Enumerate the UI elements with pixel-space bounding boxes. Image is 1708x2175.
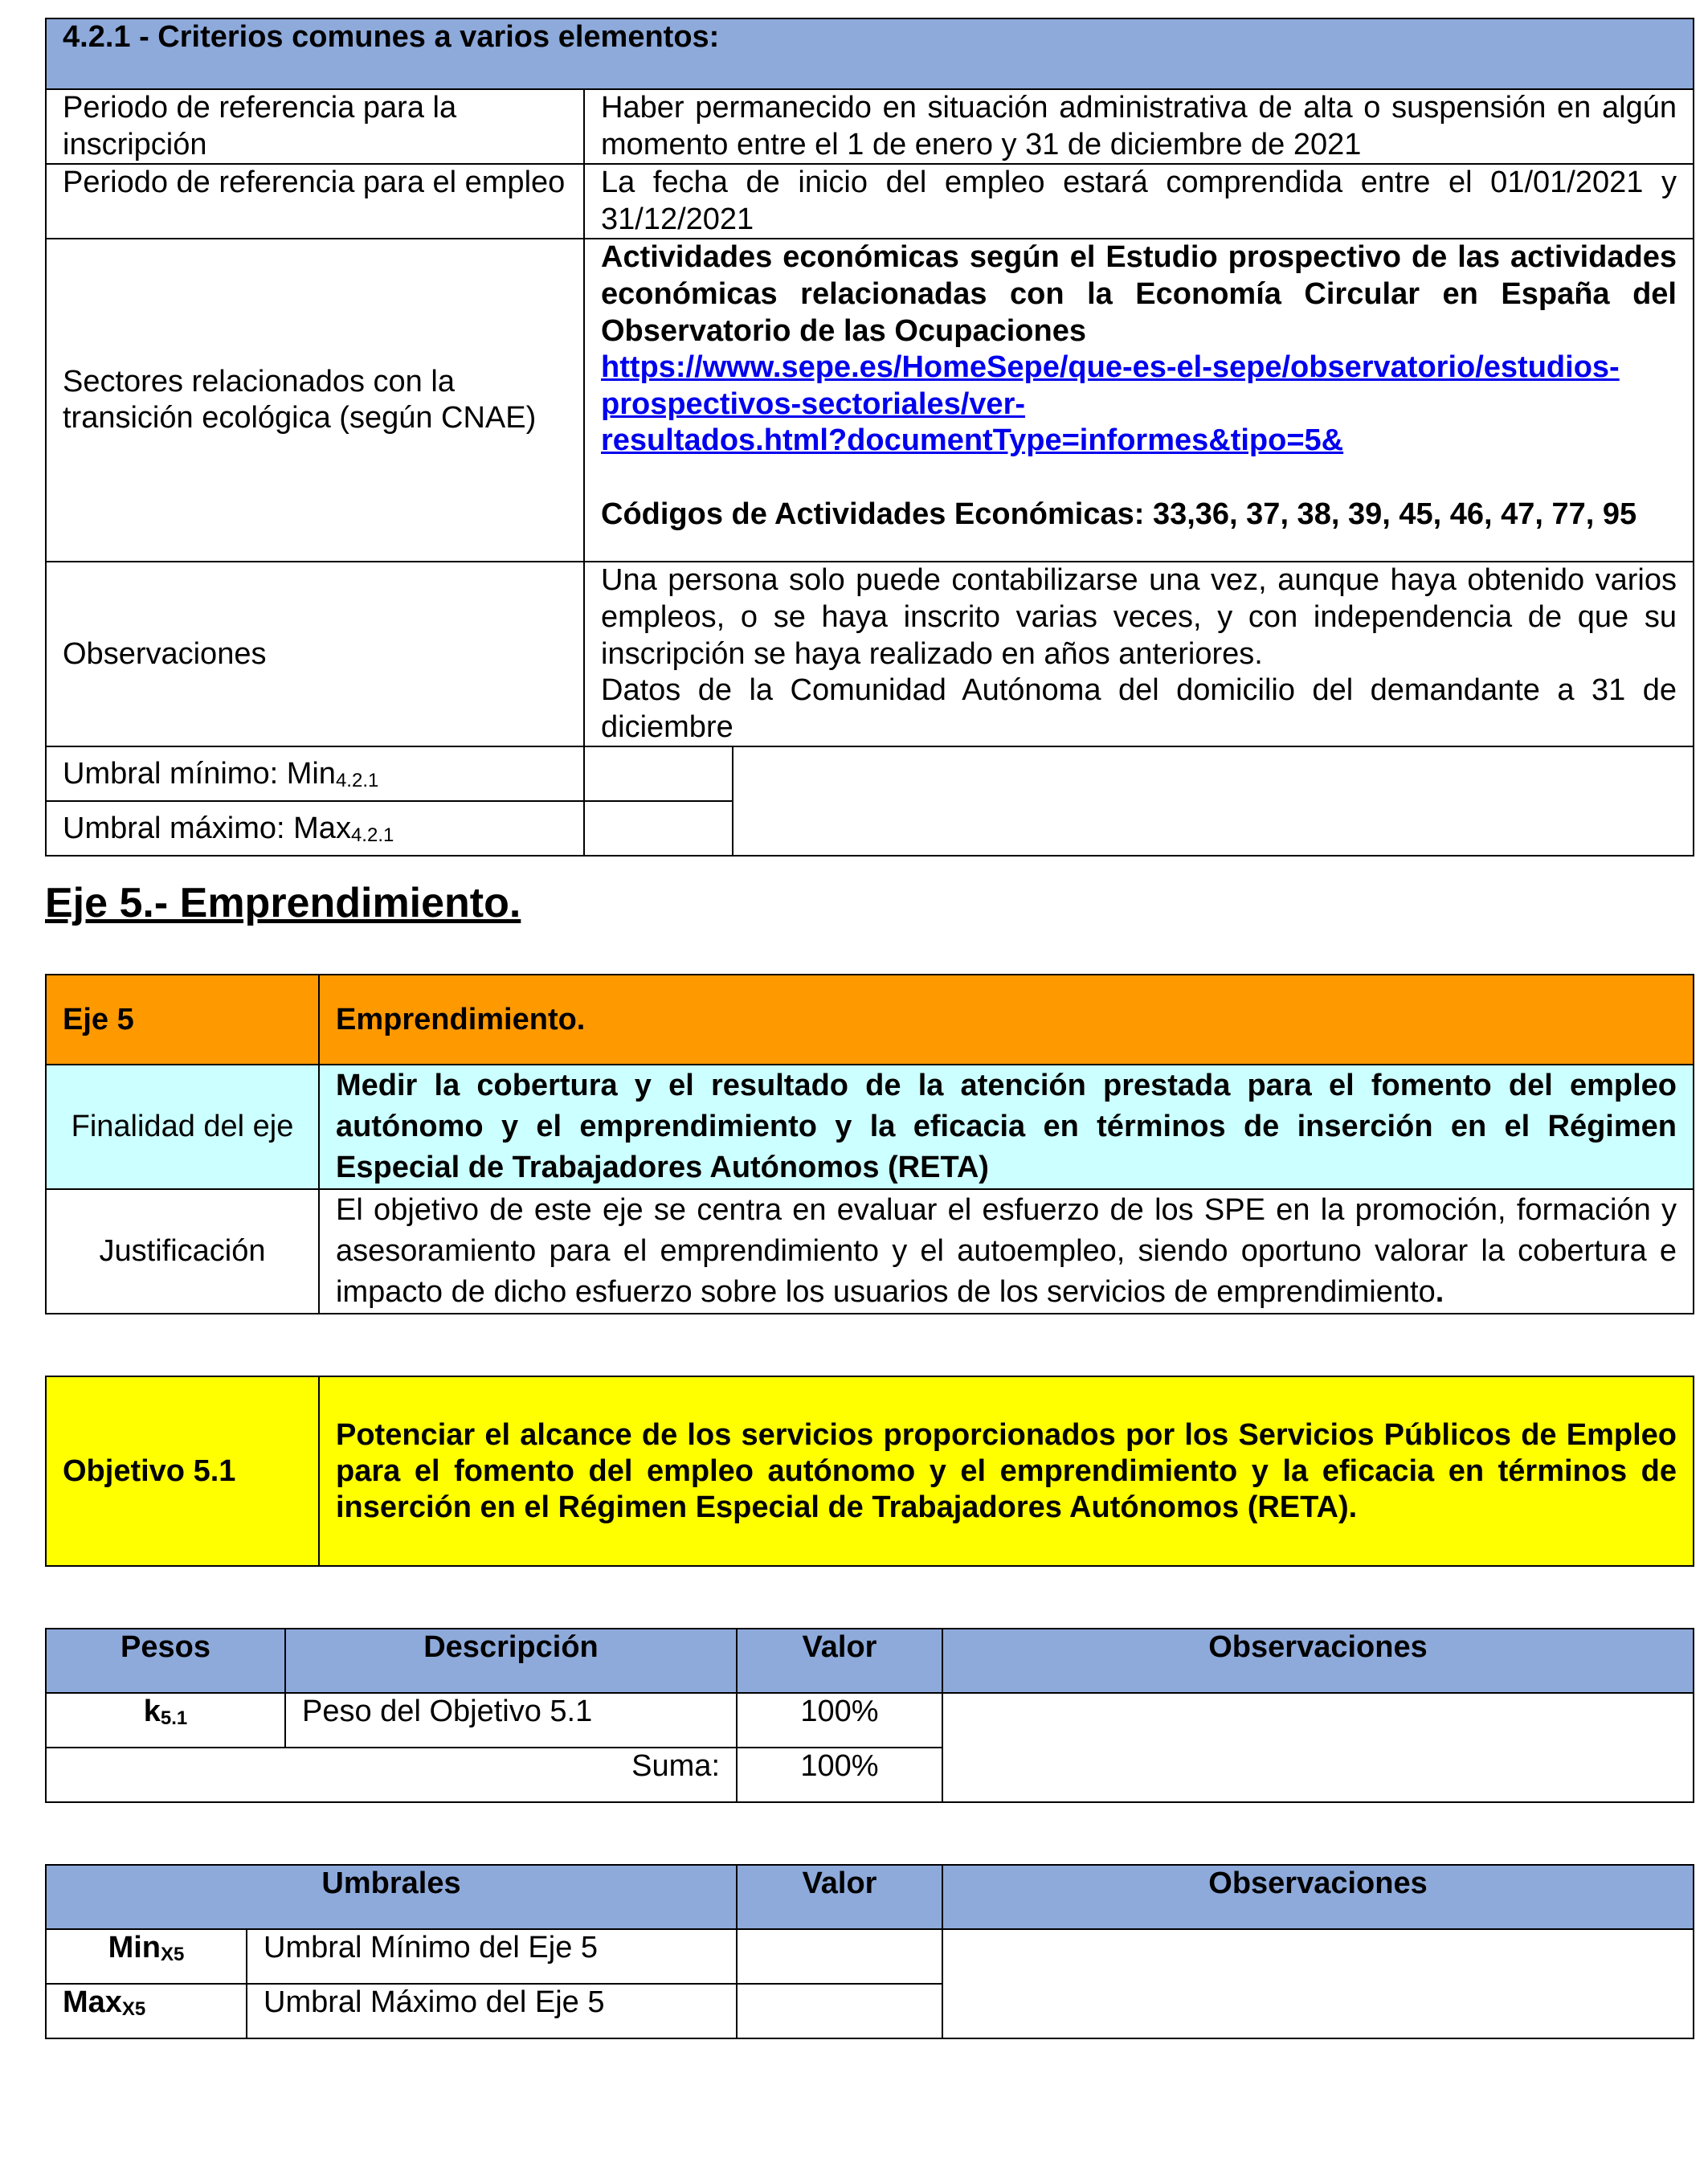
eje-name: Emprendimiento. xyxy=(319,975,1694,1065)
observaciones-text-2: Datos de la Comunidad Autónoma del domicilio del demandante a 31 de diciembre xyxy=(601,673,1677,744)
suma-label: Suma: xyxy=(46,1748,737,1802)
criterios-table xyxy=(45,18,1694,857)
max-descripcion: Umbral Máximo del Eje 5 xyxy=(247,1984,737,2038)
umbral-maximo-value xyxy=(584,801,733,856)
peso-descripcion: Peso del Objetivo 5.1 xyxy=(285,1693,737,1748)
document-page xyxy=(45,18,1694,2039)
pesos-observaciones xyxy=(942,1693,1694,1802)
objetivo-table xyxy=(45,1376,1694,1567)
pesos-table xyxy=(45,1628,1694,1803)
eje-label: Eje 5 xyxy=(46,975,319,1065)
peso-code: $k_{5.1}$ xyxy=(46,1693,285,1748)
section-title: Eje 5.- Emprendimiento. xyxy=(45,880,521,927)
min-descripcion: Umbral Mínimo del Eje 5 xyxy=(247,1929,737,1984)
inscripcion-value: Haber permanecido en situación administrativa de alta o suspensión en algún momento entre el 1 de enero y 31 de diciembre de 2021 xyxy=(584,89,1694,164)
descripcion-header: Descripción xyxy=(285,1629,737,1693)
link-line-3: resultados.html?documentType=informes&tipo=5& xyxy=(601,423,1344,458)
observatorio-link[interactable] xyxy=(601,350,1620,457)
suma-valor: 100% xyxy=(737,1748,942,1802)
observaciones-value xyxy=(584,562,1694,746)
sectores-value xyxy=(584,239,1694,562)
empleo-value: La fecha de inicio del empleo estará comprendida entre el 01/01/2021 y 31/12/2021 xyxy=(584,164,1694,239)
min-valor xyxy=(737,1929,942,1984)
finalidad-text: Medir la cobertura y el resultado de la atención prestada para el fomento del empleo autónomo y el emprendimiento y la eficacia en términos de inserción en el Régimen Especial de Trabajadores Autónomos (RETA) xyxy=(319,1065,1694,1189)
umbrales-observaciones xyxy=(942,1929,1694,2038)
sectores-label: Sectores relacionados con la transición ecológica (según CNAE) xyxy=(46,239,584,562)
umbrales-valor-header: Valor xyxy=(737,1865,942,1929)
criterios-header: 4.2.1 - Criterios comunes a varios elementos: xyxy=(46,18,1694,89)
umbrales-table xyxy=(45,1864,1694,2039)
empleo-label: Periodo de referencia para el empleo xyxy=(46,164,584,239)
peso-valor: 100% xyxy=(737,1693,942,1748)
umbral-maximo-label: Umbral máximo: Max$_{4.2.1}$ xyxy=(46,801,584,856)
link-line-1: https://www.sepe.es/HomeSepe/que-es-el-sepe/observatorio/estudios- xyxy=(601,350,1620,385)
umbral-observaciones xyxy=(733,746,1694,856)
observaciones-text-1: Una persona solo puede contabilizarse una vez, aunque haya obtenido varios empleos, o se haya inscrito varias veces, y con independencia de que su inscripción se haya realizado en años anteriores. xyxy=(601,563,1677,671)
observaciones-header: Observaciones xyxy=(942,1629,1694,1693)
observaciones-label: Observaciones xyxy=(46,562,584,746)
umbrales-observaciones-header: Observaciones xyxy=(942,1865,1694,1929)
max-valor xyxy=(737,1984,942,2038)
umbral-minimo-value xyxy=(584,746,733,801)
sectores-bold-text: Actividades económicas según el Estudio prospectivo de las actividades económicas relacionadas con la Economía Circular en España del Observatorio de las Ocupaciones xyxy=(601,240,1677,348)
umbrales-header: Umbrales xyxy=(46,1865,737,1929)
max-code: Max$_{X5}$ xyxy=(46,1984,247,2038)
inscripcion-label: Periodo de referencia para la inscripción xyxy=(46,89,584,164)
justificacion-label: Justificación xyxy=(46,1189,319,1314)
objetivo-text: Potenciar el alcance de los servicios proporcionados por los Servicios Públicos de Empleo para el fomento del empleo autónomo y el emprendimiento y la eficacia en términos de inserción en el Régimen Especial de Trabajadores Autónomos (RETA). xyxy=(319,1376,1694,1566)
link-line-2: prospectivos-sectoriales/ver- xyxy=(601,386,1026,421)
pesos-header: Pesos xyxy=(46,1629,285,1693)
finalidad-label: Finalidad del eje xyxy=(46,1065,319,1189)
eje-table xyxy=(45,974,1694,1314)
objetivo-label: Objetivo 5.1 xyxy=(46,1376,319,1566)
justificacion-text: El objetivo de este eje se centra en evaluar el esfuerzo de los SPE en la promoción, formación y asesoramiento para el emprendimiento y el autoempleo, siendo oportuno valorar la cobertura e impacto de dicho esfuerzo sobre los usuarios de los servicios de emprendimiento. xyxy=(319,1189,1694,1314)
min-code: Min$_{X5}$ xyxy=(46,1929,247,1984)
valor-header: Valor xyxy=(737,1629,942,1693)
umbral-minimo-label: Umbral mínimo: Min$_{4.2.1}$ xyxy=(46,746,584,801)
codigos-actividades: Códigos de Actividades Económicas: 33,36, 37, 38, 39, 45, 46, 47, 77, 95 xyxy=(601,497,1637,531)
